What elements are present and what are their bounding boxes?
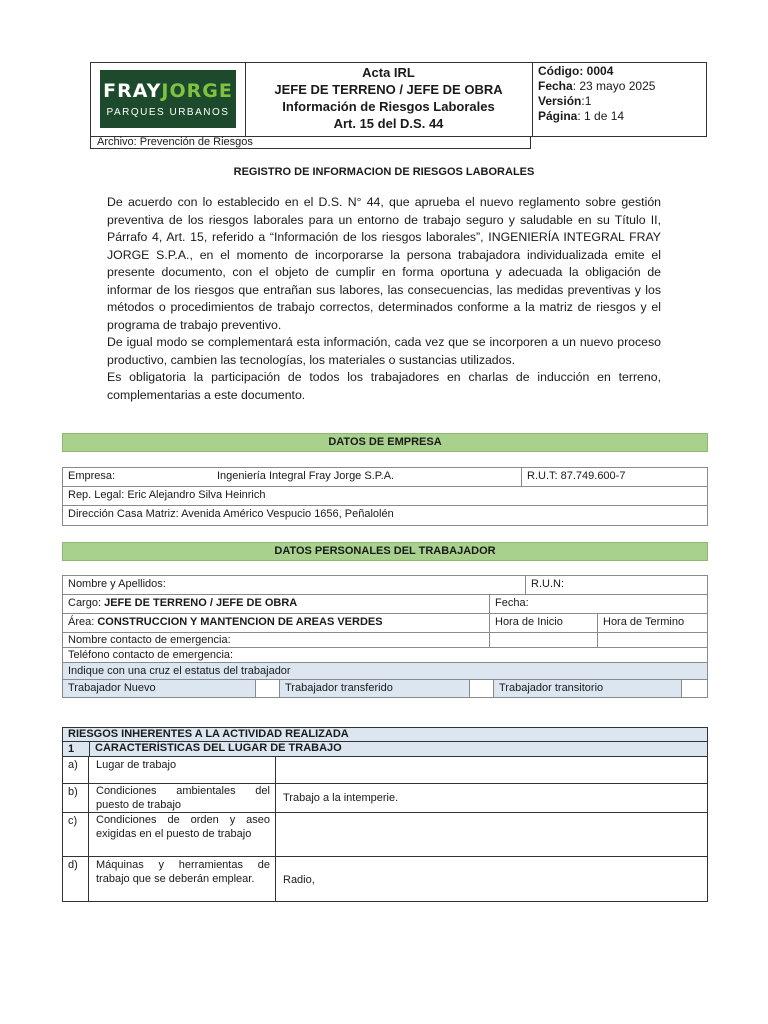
area-row — [62, 613, 708, 633]
riesgo-label-b: Condiciones ambientales del puesto de trabajo — [88, 783, 276, 813]
nombre-label: Nombre y Apellidos: — [68, 578, 166, 590]
empresa-value: Ingeniería Integral Fray Jorge S.P.A. — [217, 470, 395, 482]
complement-paragraph: De igual modo se complementará esta información, cada vez que se incorporen a un nuevo proceso productivo, cambien las tecnologías, los materiales o sustancias utilizados. — [107, 335, 661, 367]
riesgo-key-b: b) — [62, 783, 89, 813]
estatus-nuevo-checkbox[interactable] — [255, 680, 279, 697]
version-value: :1 — [581, 94, 592, 108]
company-logo — [100, 70, 236, 128]
estatus-transferido-cell — [279, 680, 469, 697]
rut-cell — [521, 468, 707, 486]
area-label: Área: — [68, 616, 95, 628]
riesgo-key-a: a) — [62, 756, 89, 784]
logo-wordmark — [100, 80, 236, 102]
estatus-nuevo-label: Trabajador Nuevo — [68, 682, 156, 694]
archivo-label: Archivo: Prevención de Riesgos — [90, 137, 531, 149]
document-title — [245, 63, 533, 137]
rep-legal-row — [62, 486, 708, 506]
estatus-transitorio-checkbox[interactable] — [681, 680, 707, 697]
direccion-value: Dirección Casa Matriz: Avenida Américo Vespucio 1656, Peñalolén — [68, 508, 394, 520]
hora-inicio-label: Hora de Inicio — [495, 616, 563, 628]
pagina-value: : 1 de 14 — [577, 109, 625, 123]
obligation-paragraph: Es obligatoria la participación de todos los trabajadores en charlas de inducción en terreno, complementarias a este documento. — [107, 370, 661, 402]
rut-value: R.U.T: 87.749.600-7 — [527, 470, 626, 482]
contacto-telefono-row — [62, 647, 708, 663]
document-header — [90, 62, 707, 137]
title-line-2: JEFE DE TERRENO / JEFE DE OBRA — [274, 82, 503, 97]
fecha-line — [538, 79, 712, 94]
direccion-row — [62, 505, 708, 526]
estatus-instruction: Indique con una cruz el estatus del trabajador — [68, 665, 291, 677]
contacto-nombre-row — [62, 632, 708, 648]
estatus-row — [62, 679, 708, 698]
run-label: R.U.N: — [531, 578, 564, 590]
empresa-label: Empresa: — [68, 470, 116, 482]
hora-termino-label: Hora de Termino — [603, 616, 685, 628]
logo-cell — [91, 63, 246, 136]
version-line — [538, 94, 712, 109]
title-line-4: Art. 15 del D.S. 44 — [333, 116, 444, 131]
area-value: CONSTRUCCION Y MANTENCION DE AREAS VERDES — [97, 616, 383, 628]
fecha-trabajador-label: Fecha: — [495, 597, 529, 609]
datos-empresa-header: DATOS DE EMPRESA — [62, 433, 708, 452]
hora-inicio-cell — [489, 614, 597, 632]
riesgos-section-row — [62, 741, 708, 757]
estatus-transitorio-label: Trabajador transitorio — [499, 682, 604, 694]
riesgo-label-c: Condiciones de orden y aseo exigidas en el puesto de trabajo — [88, 812, 276, 857]
riesgos-title: RIESGOS INHERENTES A LA ACTIVIDAD REALIZADA — [62, 727, 708, 742]
title-line-3: Información de Riesgos Laborales — [282, 99, 495, 114]
title-line-1: Acta IRL — [362, 65, 415, 80]
riesgo-value-c — [275, 812, 708, 857]
riesgo-value-d: Radio, — [275, 856, 708, 902]
cargo-row — [62, 594, 708, 614]
document-meta — [532, 63, 712, 137]
logo-tagline: PARQUES URBANOS — [106, 107, 230, 118]
hora-termino-cell — [597, 614, 707, 632]
fecha-value: : 23 mayo 2025 — [572, 79, 656, 93]
registro-title: REGISTRO DE INFORMACION DE RIESGOS LABORALES — [233, 166, 535, 178]
estatus-instruction-row — [62, 662, 708, 680]
datos-trabajador-header: DATOS PERSONALES DEL TRABAJADOR — [62, 542, 708, 561]
codigo-value: 0004 — [586, 64, 614, 78]
pagina-label: Página — [538, 109, 578, 123]
estatus-transitorio-cell — [493, 680, 681, 697]
fecha-label: Fecha — [538, 79, 573, 93]
contacto-empty-cell-2 — [597, 633, 707, 647]
riesgo-label-a: Lugar de trabajo — [88, 756, 276, 784]
cargo-value: JEFE DE TERRENO / JEFE DE OBRA — [104, 597, 298, 609]
logo-text-jorge: JORGE — [161, 80, 233, 102]
contacto-nombre-label: Nombre contacto de emergencia: — [68, 634, 231, 646]
cargo-label: Cargo: — [68, 597, 102, 609]
logo-text-fray: FRAY — [103, 80, 162, 102]
estatus-transferido-label: Trabajador transferido — [285, 682, 393, 694]
contacto-telefono-label: Teléfono contacto de emergencia: — [68, 649, 234, 661]
pagina-line — [538, 109, 712, 124]
fecha-cell — [489, 595, 707, 613]
riesgo-value-b: Trabajo a la intemperie. — [275, 783, 708, 813]
riesgo-key-d: d) — [62, 856, 89, 902]
riesgos-section-title: CARACTERÍSTICAS DEL LUGAR DE TRABAJO — [89, 741, 342, 757]
riesgo-key-c: c) — [62, 812, 89, 857]
estatus-transferido-checkbox[interactable] — [469, 680, 493, 697]
riesgo-label-d: Máquinas y herramientas de trabajo que se deberán emplear. — [88, 856, 276, 902]
version-label: Versión — [538, 94, 582, 108]
intro-paragraph: De acuerdo con lo establecido en el D.S. N° 44, que aprueba el nuevo reglamento sobre gestión preventiva de los riesgos laborales para un entorno de trabajo seguro y saludable en su Título II, Párrafo 4, Art. 15, referido a “Información de los riesgos laborales”, INGENIERÍA INTEGRAL FRAY JORGE S.P.A., en el momento de incorporarse la persona trabajadora individualizada emite el presente documento, con el objeto de cumplir en forma oportuna y adecuada la obligación de informar de los riesgos que entrañan sus labores, las consecuencias, las medidas preventivas y los métodos o procedimientos de trabajo correctos, determinados conforme a la matriz de riesgos y el programa de trabajo preventivo. — [107, 195, 661, 332]
run-cell — [525, 576, 707, 594]
rep-legal-value: Rep. Legal: Eric Alejandro Silva Heinrich — [68, 489, 266, 501]
riesgos-section-number: 1 — [68, 743, 75, 755]
riesgo-value-a — [275, 756, 708, 784]
contacto-empty-cell-1 — [489, 633, 597, 647]
codigo-label: Código: — [538, 64, 584, 78]
empresa-row — [62, 467, 708, 487]
codigo-line — [538, 64, 712, 79]
nombre-row — [62, 575, 708, 595]
